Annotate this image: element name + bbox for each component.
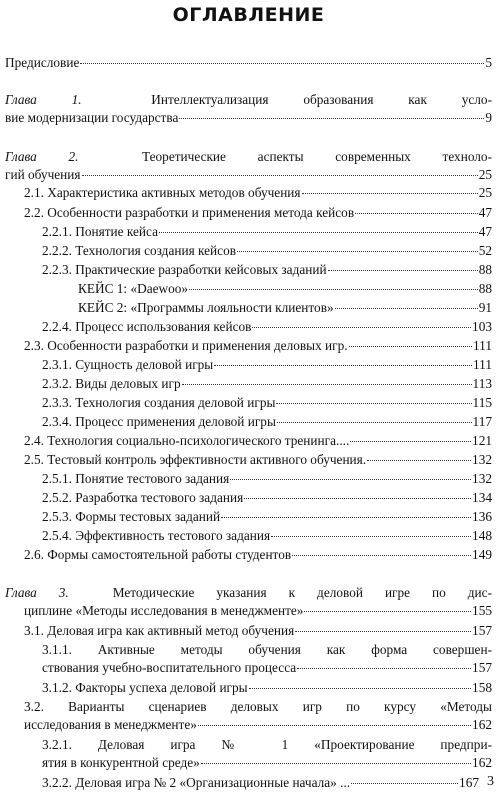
toc-entry-2-3-4 bbox=[42, 413, 492, 431]
toc-page-number: 136 bbox=[472, 509, 492, 524]
toc-page-number: 88 bbox=[478, 281, 492, 296]
toc-page-number: 157 bbox=[472, 623, 492, 638]
toc-entry-chapter-1 bbox=[5, 91, 492, 127]
toc-entry-lead: Интеллектуализация образования как усло- bbox=[151, 92, 493, 107]
page-number: 3 bbox=[487, 774, 494, 789]
toc-entry-lead: Теоретические аспекты современных техноло- bbox=[142, 149, 493, 164]
toc-page-number: 162 bbox=[472, 717, 492, 732]
toc-page-number: 121 bbox=[472, 433, 492, 448]
toc-entry-label: 2.2.2. Технология создания кейсов bbox=[42, 243, 236, 258]
toc-entry-label: 2.6. Формы самостоятельной работы студентов bbox=[24, 547, 292, 562]
toc-entry-label: вие модернизации государства bbox=[5, 110, 179, 125]
toc-page-number: 167 bbox=[459, 775, 479, 790]
toc-entry-2-3-2 bbox=[42, 375, 492, 393]
toc-page-number: 155 bbox=[472, 603, 492, 618]
toc-entry-label: КЕЙС 2: «Программы лояльности клиентов» bbox=[78, 300, 334, 315]
toc-entry-label: 2.3.2. Виды деловых игр bbox=[42, 376, 181, 391]
toc-page-number: 157 bbox=[472, 660, 492, 675]
toc-entry-label: 2.5.1. Понятие тестового задания bbox=[42, 471, 230, 486]
chapter-label: Глава 1. bbox=[5, 92, 82, 107]
toc-entry-label: 3.2.2. Деловая игра № 2 «Организационные начала» ... bbox=[42, 775, 351, 790]
toc-entry-chapter-3 bbox=[5, 584, 492, 620]
toc-page-number: 132 bbox=[472, 452, 492, 467]
toc-entry-label: 2.3.1. Сущность деловой игры bbox=[42, 357, 214, 372]
toc-entry-2-6 bbox=[24, 546, 492, 564]
toc-entry-label: ятия в конкурентной среде» bbox=[42, 755, 200, 770]
toc-page-number: 52 bbox=[478, 243, 492, 258]
toc-entry-label: 2.1. Характеристика активных методов обучения bbox=[24, 185, 301, 200]
toc-entry-2-3 bbox=[24, 337, 492, 355]
toc-entry-label: 2.3. Особенности разработки и применения деловых игр. bbox=[24, 338, 348, 353]
toc-page-number: 25 bbox=[478, 167, 492, 182]
toc-entry-label: 3.1.2. Факторы успеха деловой игры bbox=[42, 680, 248, 695]
toc-entry-label: гий обучения bbox=[5, 167, 81, 182]
toc-page-number: 148 bbox=[472, 528, 492, 543]
toc-entry-label: 2.3.3. Технология создания деловой игры bbox=[42, 395, 276, 410]
toc-entry-chapter-2 bbox=[5, 148, 492, 184]
toc-entry-2-5-4 bbox=[42, 527, 492, 545]
toc-page-number: 149 bbox=[472, 547, 492, 562]
toc-entry-2-3-1 bbox=[42, 356, 492, 374]
toc-page-number: 5 bbox=[485, 55, 492, 70]
toc-entry-lead: 3.2.1. Деловая игра № 1 «Проектирование предпри- bbox=[42, 737, 492, 752]
page-title: ОГЛАВЛЕНИЕ bbox=[172, 4, 325, 26]
toc-page-number: 115 bbox=[472, 395, 492, 410]
toc-entry-3-2-2 bbox=[42, 774, 479, 792]
toc-entry-label: 3.1. Деловая игра как активный метод обучения bbox=[24, 623, 295, 638]
chapter-label: Глава 2. bbox=[5, 149, 79, 164]
toc-entry-3-1 bbox=[24, 622, 492, 640]
toc-entry-2-2-2 bbox=[42, 242, 492, 260]
toc-entry-label: 2.2.3. Практические разработки кейсовых заданий bbox=[42, 262, 327, 277]
toc-page-number: 47 bbox=[478, 224, 492, 239]
toc-entry-2-3-3 bbox=[42, 394, 492, 412]
toc-page-number: 103 bbox=[472, 319, 492, 334]
toc-entry-label: 2.2.4. Процесс использования кейсов bbox=[42, 319, 252, 334]
toc-entry-2-1 bbox=[24, 184, 492, 202]
toc-entry-label: 2.5.4. Эффективность тестового задания bbox=[42, 528, 271, 543]
toc-entry-2-2-4 bbox=[42, 318, 492, 336]
toc-page-number: 88 bbox=[478, 262, 492, 277]
toc-entry-lead: 3.2. Варианты сценариев деловых игр по курсу «Методы bbox=[24, 699, 492, 714]
toc-page-number: 117 bbox=[472, 414, 492, 429]
toc-entry-2-4 bbox=[24, 432, 492, 450]
toc-entry-label: 2.4. Технология социально-психологического тренинга.... bbox=[24, 433, 350, 448]
toc-entry-2-2-1 bbox=[42, 223, 492, 241]
toc-entry-case-1 bbox=[78, 280, 492, 298]
toc-entry-preface bbox=[5, 54, 492, 72]
toc-page-number: 91 bbox=[478, 300, 492, 315]
toc-entry-label: 2.2. Особенности разработки и применения метода кейсов bbox=[24, 205, 355, 220]
toc-entry-2-5-1 bbox=[42, 470, 492, 488]
toc-page-number: 25 bbox=[478, 185, 492, 200]
toc-page-number: 111 bbox=[473, 357, 492, 372]
toc-entry-label: 2.5.3. Формы тестовых заданий bbox=[42, 509, 221, 524]
toc-entry-label: 2.2.1. Понятие кейса bbox=[42, 224, 158, 239]
toc-entry-label: ствования учебно-воспитательного процесса bbox=[42, 660, 297, 675]
toc-entry-label: 2.5.2. Разработка тестового задания bbox=[42, 490, 244, 505]
toc-entry-3-2 bbox=[24, 698, 492, 734]
toc-entry-2-5-2 bbox=[42, 489, 492, 507]
toc-entry-label: 2.5. Тестовый контроль эффективности активного обучения. bbox=[24, 452, 367, 467]
toc-page-number: 158 bbox=[472, 680, 492, 695]
toc-entry-3-1-2 bbox=[42, 679, 492, 697]
toc-page-number: 132 bbox=[472, 471, 492, 486]
toc-entry-lead: Методические указания к деловой игре по дис- bbox=[112, 585, 492, 600]
toc-entry-label: исследования в менеджменте» bbox=[24, 717, 197, 732]
toc-entry-label: 2.3.4. Процесс применения деловой игры bbox=[42, 414, 276, 429]
toc-page-number: 9 bbox=[485, 110, 492, 125]
toc-page-number: 162 bbox=[472, 755, 492, 770]
toc-page-number: 113 bbox=[472, 376, 492, 391]
toc-entry-2-2-3 bbox=[42, 261, 492, 279]
toc-page-number: 134 bbox=[472, 490, 492, 505]
chapter-label: Глава 3. bbox=[5, 585, 69, 600]
toc-entry-label: циплине «Методы исследования в менеджменте» bbox=[24, 603, 304, 618]
toc-entry-label: КЕЙС 1: «Daewoo» bbox=[78, 281, 189, 296]
toc-entry-lead: 3.1.1. Активные методы обучения как форма совершен- bbox=[42, 642, 492, 657]
toc-entry-2-5-3 bbox=[42, 508, 492, 526]
toc-entry-2-2 bbox=[24, 204, 492, 222]
toc-entry-3-2-1 bbox=[42, 736, 492, 772]
toc-entry-label: Предисловие bbox=[5, 55, 80, 70]
toc-entry-2-5 bbox=[24, 451, 492, 469]
toc-page-number: 111 bbox=[473, 338, 492, 353]
toc-entry-case-2 bbox=[78, 299, 492, 317]
toc-entry-3-1-1 bbox=[42, 641, 492, 677]
toc-page-number: 47 bbox=[478, 205, 492, 220]
